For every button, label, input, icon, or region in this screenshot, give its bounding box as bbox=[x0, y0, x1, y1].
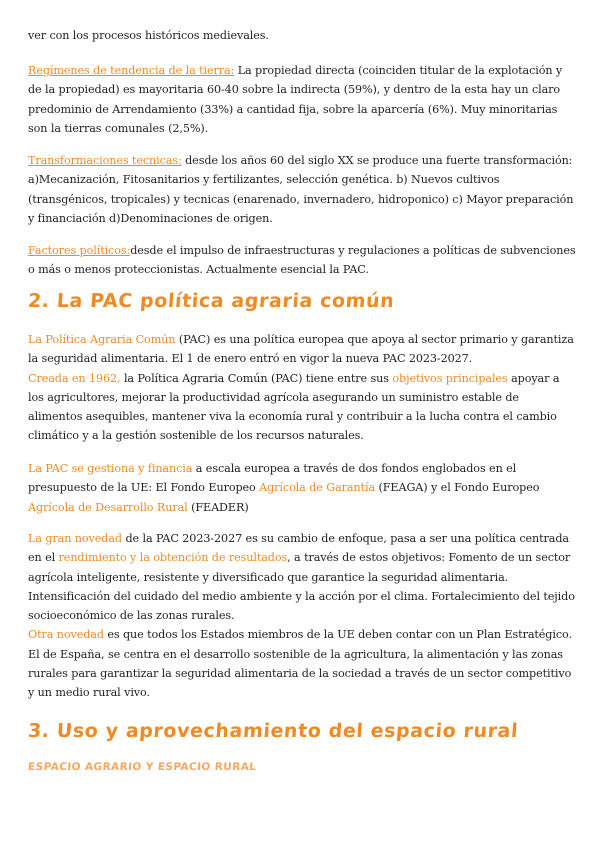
intro-paragraph: ver con los procesos históricos medievales. bbox=[28, 29, 269, 42]
transformaciones-link[interactable]: Transformaciones tecnicas: bbox=[28, 154, 182, 167]
factores-paragraph: Factores políticos:desde el impulso de infraestructuras y regulaciones a políticas de subvenciones o más o menos proteccionistas. Actualmente esencial la PAC. bbox=[28, 244, 576, 277]
pac-novelty-paragraph: La gran novedad de la PAC 2023-2027 es su cambio de enfoque, pasa a ser una política centrada en el rendimiento y la obtención de resultados, a través de estos objetivos: Fomento de un sector agrícola inteligente, resistente y diversificado que garantice la seguridad alimentaria. Intensificación del cuidado del medio ambiente y la acción por el clima. Fortalecimiento del tejido socioeconómico de las zonas rurales. Otra novedad es que todos los Estados miembros de la UE deben contar con un Plan Estratégico. El de España, se centra en el desarrollo sostenible de la agricultura, la alimentación y las zonas rurales para garantizar la seguridad alimentaria de la sociedad a través de un sector competitivo y un medio rural vivo. bbox=[28, 532, 575, 700]
pac-funding-paragraph: La PAC se gestiona y financia a escala europea a través de dos fondos englobados en el presupuesto de la UE: El Fondo Europeo Agrícola de Garantía (FEAGA) y el Fondo Europeo Agrícola de Desarrollo Rural (FEADER) bbox=[28, 462, 540, 514]
factores-link[interactable]: Factores políticos: bbox=[28, 244, 131, 257]
pac-intro-paragraph: La Política Agraria Común (PAC) es una política europea que apoya al sector primario y garantiza la seguridad alimentaria. El 1 de enero entró en vigor la nueva PAC 2023-2027. Creada en 1962, la Política Agraria Común (PAC) tiene entre sus objetivos principales apoyar a los agricultores, mejorar la productividad agrícola asegurando un suministro estable de alimentos asequibles, mantener viva la economía rural y contribuir a la lucha contra el cambio climático y a la gestión sostenible de los recursos naturales. bbox=[28, 333, 574, 443]
transformaciones-paragraph: Transformaciones tecnicas: desde los años 60 del siglo XX se produce una fuerte transformación: a)Mecanización, Fitosanitarios y fertilizantes, selección genética. b) Nuevos cultivos (transgénicos, tropicales) y tecnicas (enarenado, invernadero, hidroponico) c) Mayor preparación y financiación d)Denominaciones de origen. bbox=[28, 154, 574, 225]
section-heading-pac: 2. La PAC política agraria común bbox=[27, 290, 396, 312]
subheading-espacio: ESPACIO AGRARIO Y ESPACIO RURAL bbox=[27, 761, 257, 773]
regimenes-link[interactable]: Regímenes de tendencia de la tierra: bbox=[28, 64, 235, 77]
section-heading-rural: 3. Uso y aprovechamiento del espacio rural bbox=[27, 720, 519, 742]
regimenes-paragraph: Regímenes de tendencia de la tierra: La propiedad directa (coinciden titular de la explotación y de la propiedad) es mayoritaria 60-40 sobre la indirecta (59%), y dentro de la esta hay un claro predominio de Arrendamiento (33%) a cantidad fija, sobre la aparcería (6%). Muy minoritarias son la tierras comunales (2,5%). bbox=[28, 64, 563, 135]
